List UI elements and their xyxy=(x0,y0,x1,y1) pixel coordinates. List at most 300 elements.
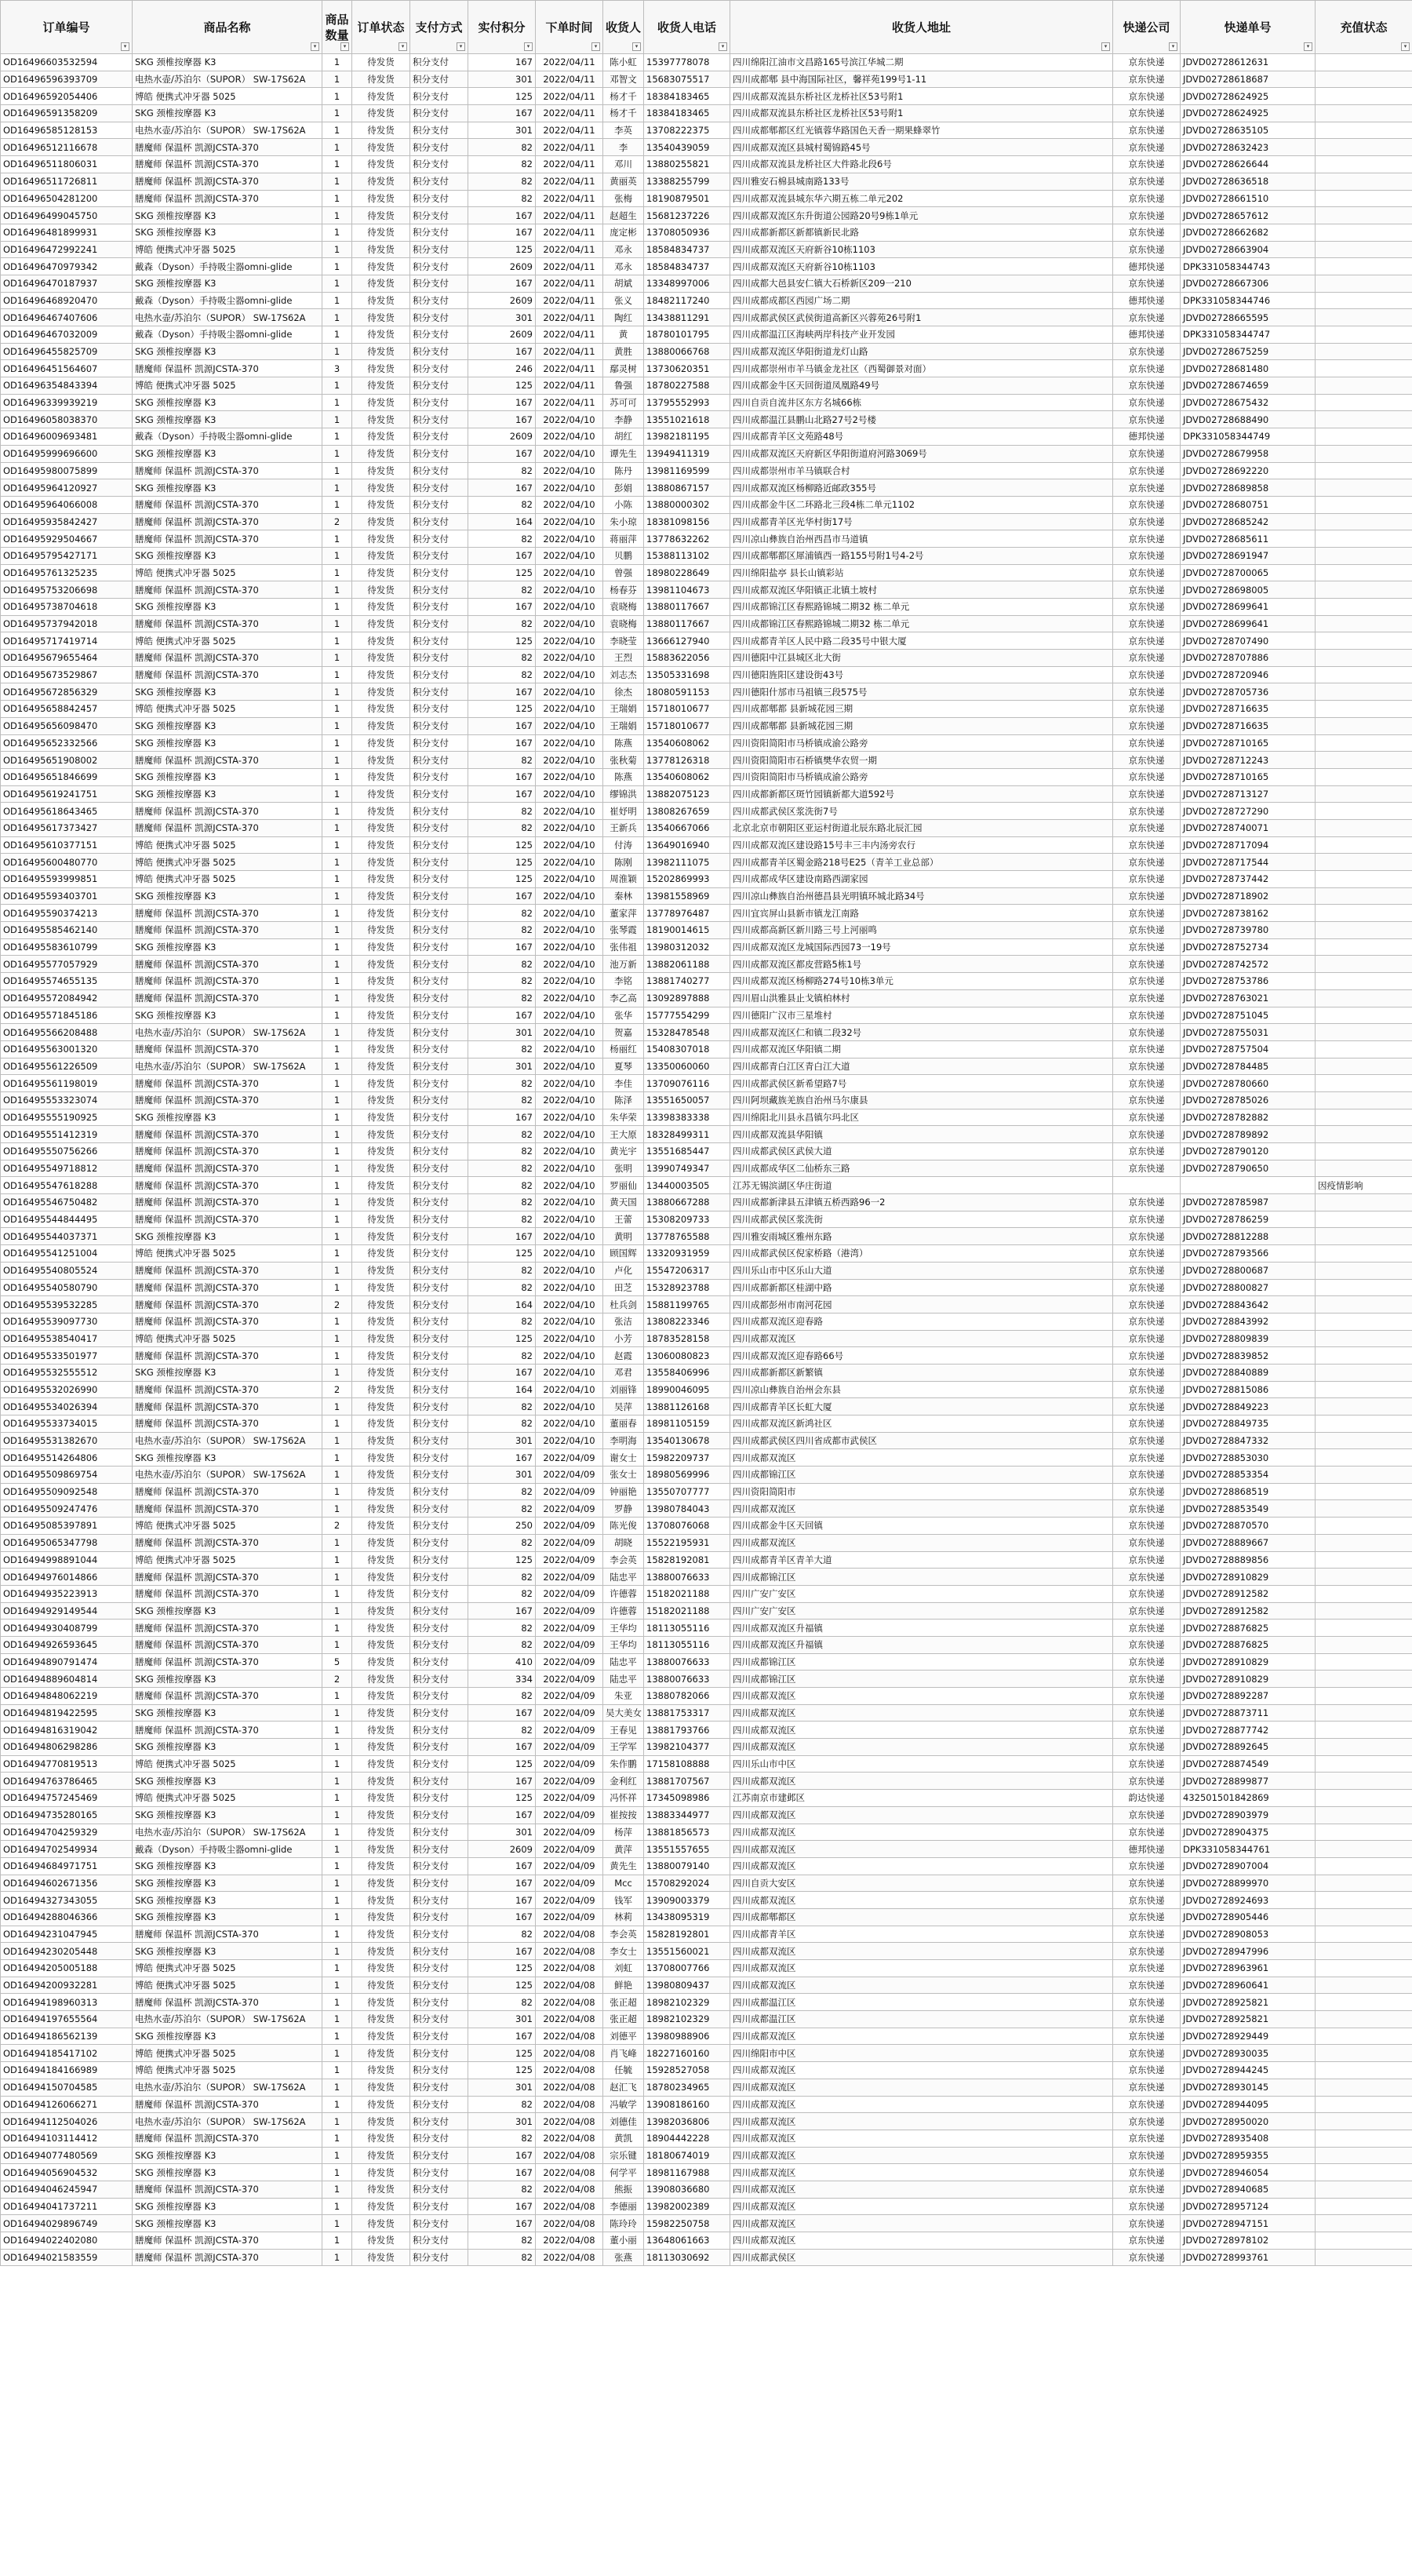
cell-pay[interactable]: 积分支付 xyxy=(410,2181,468,2198)
cell-phone[interactable]: 13949411319 xyxy=(644,445,730,462)
cell-courier[interactable]: 京东快递 xyxy=(1113,54,1181,71)
cell-product[interactable]: 膳魔师 保温杯 凯源JCSTA-370 xyxy=(133,1688,322,1705)
cell-status[interactable]: 待发货 xyxy=(352,887,410,905)
cell-courier[interactable]: 德邦快递 xyxy=(1113,292,1181,309)
cell-tracking[interactable]: JDVD02728688490 xyxy=(1181,411,1316,428)
cell-tracking[interactable] xyxy=(1181,1177,1316,1194)
cell-receiver[interactable]: 董丽春 xyxy=(603,1416,644,1433)
cell-points[interactable]: 82 xyxy=(468,973,536,990)
cell-points[interactable]: 167 xyxy=(468,105,536,122)
cell-courier[interactable]: 京东快递 xyxy=(1113,513,1181,530)
cell-status[interactable]: 待发货 xyxy=(352,1653,410,1671)
cell-address[interactable]: 四川成都武侯区浆洗街 xyxy=(730,1211,1113,1228)
cell-recharge[interactable] xyxy=(1316,1381,1412,1398)
cell-qty[interactable]: 1 xyxy=(322,71,352,88)
cell-pay[interactable]: 积分支付 xyxy=(410,1551,468,1569)
cell-order_id[interactable]: OD16494184166989 xyxy=(1,2062,133,2079)
cell-order_id[interactable]: OD16494684971751 xyxy=(1,1857,133,1875)
cell-phone[interactable]: 13981169599 xyxy=(644,462,730,479)
cell-courier[interactable]: 京东快递 xyxy=(1113,701,1181,718)
cell-tracking[interactable]: JDVD02728868519 xyxy=(1181,1483,1316,1500)
cell-tracking[interactable]: JDVD02728661510 xyxy=(1181,190,1316,207)
cell-tracking[interactable]: JDVD02728782882 xyxy=(1181,1109,1316,1126)
cell-qty[interactable]: 1 xyxy=(322,377,352,395)
cell-courier[interactable]: 京东快递 xyxy=(1113,1653,1181,1671)
cell-status[interactable]: 待发货 xyxy=(352,1500,410,1518)
cell-date[interactable]: 2022/04/09 xyxy=(536,1875,603,1892)
cell-date[interactable]: 2022/04/10 xyxy=(536,887,603,905)
cell-status[interactable]: 待发货 xyxy=(352,1143,410,1160)
cell-order_id[interactable]: OD16495651846699 xyxy=(1,768,133,785)
filter-dropdown-icon[interactable]: ▾ xyxy=(121,42,129,51)
cell-tracking[interactable]: JDVD02728947996 xyxy=(1181,1943,1316,1960)
cell-status[interactable]: 待发货 xyxy=(352,768,410,785)
cell-phone[interactable]: 13880079140 xyxy=(644,1857,730,1875)
column-header-order_id[interactable] xyxy=(1,1,133,54)
cell-address[interactable]: 四川成都温江区 xyxy=(730,2011,1113,2028)
cell-address[interactable]: 四川成都双流区都皮营路5栋1号 xyxy=(730,956,1113,973)
cell-pay[interactable]: 积分支付 xyxy=(410,1058,468,1075)
cell-points[interactable]: 167 xyxy=(468,599,536,616)
cell-receiver[interactable]: 袁晓梅 xyxy=(603,599,644,616)
cell-date[interactable]: 2022/04/11 xyxy=(536,122,603,139)
cell-date[interactable]: 2022/04/08 xyxy=(536,2028,603,2045)
cell-status[interactable]: 待发货 xyxy=(352,854,410,871)
cell-courier[interactable]: 京东快递 xyxy=(1113,1313,1181,1330)
cell-product[interactable]: 电热水壶/苏泊尔（SUPOR） SW-17S62A xyxy=(133,309,322,326)
cell-phone[interactable]: 13709076116 xyxy=(644,1075,730,1092)
cell-receiver[interactable]: 邓君 xyxy=(603,1364,644,1381)
cell-recharge[interactable] xyxy=(1316,360,1412,377)
cell-address[interactable]: 四川成都双流区 xyxy=(730,2079,1113,2096)
cell-courier[interactable]: 德邦快递 xyxy=(1113,1841,1181,1858)
cell-courier[interactable]: 京东快递 xyxy=(1113,241,1181,258)
cell-product[interactable]: SKG 颈椎按摩器 K3 xyxy=(133,1228,322,1245)
cell-receiver[interactable]: 朱华荣 xyxy=(603,1109,644,1126)
cell-receiver[interactable]: 徐杰 xyxy=(603,683,644,701)
cell-receiver[interactable]: 彭娟 xyxy=(603,479,644,497)
cell-phone[interactable]: 18780234965 xyxy=(644,2079,730,2096)
cell-tracking[interactable]: JDVD02728674659 xyxy=(1181,377,1316,395)
cell-product[interactable]: SKG 颈椎按摩器 K3 xyxy=(133,1364,322,1381)
cell-order_id[interactable]: OD16494816319042 xyxy=(1,1722,133,1739)
cell-address[interactable]: 四川成都双流区 xyxy=(730,1841,1113,1858)
cell-address[interactable]: 四川绵阳市中区 xyxy=(730,2045,1113,2062)
cell-address[interactable]: 四川成都双流区新鸿社区 xyxy=(730,1416,1113,1433)
cell-status[interactable]: 待发货 xyxy=(352,1381,410,1398)
cell-pay[interactable]: 积分支付 xyxy=(410,1704,468,1722)
cell-phone[interactable]: 13708050936 xyxy=(644,224,730,241)
cell-phone[interactable]: 13060080823 xyxy=(644,1347,730,1365)
cell-phone[interactable]: 18982102329 xyxy=(644,1994,730,2011)
cell-tracking[interactable]: JDVD02728785987 xyxy=(1181,1194,1316,1211)
cell-points[interactable]: 301 xyxy=(468,71,536,88)
cell-phone[interactable]: 13551650057 xyxy=(644,1091,730,1109)
cell-address[interactable]: 四川绵阳江油市文昌路165号滨江华城二期 xyxy=(730,54,1113,71)
cell-tracking[interactable]: JDVD02728624925 xyxy=(1181,88,1316,105)
cell-tracking[interactable]: JDVD02728727290 xyxy=(1181,803,1316,820)
cell-tracking[interactable]: JDVD02728925821 xyxy=(1181,1994,1316,2011)
cell-qty[interactable]: 1 xyxy=(322,1824,352,1841)
cell-order_id[interactable]: OD16496511726811 xyxy=(1,173,133,190)
cell-qty[interactable]: 1 xyxy=(322,1994,352,2011)
cell-status[interactable]: 待发货 xyxy=(352,173,410,190)
cell-product[interactable]: SKG 颈椎按摩器 K3 xyxy=(133,2164,322,2181)
cell-qty[interactable]: 1 xyxy=(322,1194,352,1211)
cell-tracking[interactable]: JDVD02728899970 xyxy=(1181,1875,1316,1892)
cell-address[interactable]: 四川成都双流区杨柳路近邮政355号 xyxy=(730,479,1113,497)
cell-points[interactable]: 167 xyxy=(468,683,536,701)
cell-phone[interactable]: 13540667066 xyxy=(644,819,730,836)
cell-points[interactable]: 301 xyxy=(468,1058,536,1075)
cell-status[interactable]: 待发货 xyxy=(352,1160,410,1177)
cell-points[interactable]: 82 xyxy=(468,1620,536,1637)
cell-receiver[interactable]: 付涛 xyxy=(603,836,644,854)
cell-product[interactable]: 膳魔师 保温杯 凯源JCSTA-370 xyxy=(133,1483,322,1500)
cell-phone[interactable]: 18384183465 xyxy=(644,105,730,122)
filter-dropdown-icon[interactable]: ▾ xyxy=(398,42,407,51)
cell-phone[interactable]: 15547206317 xyxy=(644,1262,730,1279)
cell-address[interactable]: 四川成都双流区 xyxy=(730,1739,1113,1756)
cell-qty[interactable]: 1 xyxy=(322,1977,352,1994)
cell-product[interactable]: SKG 颈椎按摩器 K3 xyxy=(133,1908,322,1926)
cell-receiver[interactable]: 鲜艳 xyxy=(603,1977,644,1994)
cell-tracking[interactable]: JDVD02728763021 xyxy=(1181,989,1316,1007)
cell-qty[interactable]: 1 xyxy=(322,394,352,411)
cell-qty[interactable]: 1 xyxy=(322,1620,352,1637)
cell-courier[interactable]: 京东快递 xyxy=(1113,2113,1181,2130)
cell-phone[interactable]: 18981167988 xyxy=(644,2164,730,2181)
cell-date[interactable]: 2022/04/10 xyxy=(536,973,603,990)
cell-courier[interactable]: 京东快递 xyxy=(1113,1960,1181,1977)
cell-receiver[interactable]: 鲁强 xyxy=(603,377,644,395)
cell-pay[interactable]: 积分支付 xyxy=(410,1398,468,1416)
cell-points[interactable]: 164 xyxy=(468,1381,536,1398)
cell-qty[interactable]: 1 xyxy=(322,309,352,326)
cell-qty[interactable]: 1 xyxy=(322,1500,352,1518)
cell-pay[interactable]: 积分支付 xyxy=(410,88,468,105)
cell-order_id[interactable]: OD16496504281200 xyxy=(1,190,133,207)
cell-recharge[interactable] xyxy=(1316,666,1412,683)
cell-recharge[interactable] xyxy=(1316,1228,1412,1245)
cell-tracking[interactable]: JDVD02728950020 xyxy=(1181,2113,1316,2130)
cell-qty[interactable]: 1 xyxy=(322,2181,352,2198)
cell-address[interactable]: 四川成都双流区 xyxy=(730,2096,1113,2113)
cell-tracking[interactable]: JDVD02728753786 xyxy=(1181,973,1316,990)
cell-recharge[interactable] xyxy=(1316,1585,1412,1602)
cell-courier[interactable]: 京东快递 xyxy=(1113,887,1181,905)
cell-date[interactable]: 2022/04/10 xyxy=(536,1143,603,1160)
cell-recharge[interactable] xyxy=(1316,1313,1412,1330)
cell-date[interactable]: 2022/04/09 xyxy=(536,1824,603,1841)
cell-status[interactable]: 待发货 xyxy=(352,1211,410,1228)
cell-courier[interactable]: 京东快递 xyxy=(1113,88,1181,105)
cell-order_id[interactable]: OD16496499045750 xyxy=(1,207,133,224)
cell-pay[interactable]: 积分支付 xyxy=(410,394,468,411)
cell-receiver[interactable]: 李佳 xyxy=(603,1075,644,1092)
cell-address[interactable]: 四川成都锦江区 xyxy=(730,1653,1113,1671)
cell-receiver[interactable]: 秦林 xyxy=(603,887,644,905)
cell-tracking[interactable]: JDVD02728790120 xyxy=(1181,1143,1316,1160)
cell-tracking[interactable]: JDVD02728784485 xyxy=(1181,1058,1316,1075)
cell-courier[interactable]: 京东快递 xyxy=(1113,1416,1181,1433)
cell-points[interactable]: 334 xyxy=(468,1671,536,1688)
cell-receiver[interactable]: 杨才千 xyxy=(603,105,644,122)
cell-courier[interactable]: 京东快递 xyxy=(1113,1857,1181,1875)
cell-order_id[interactable]: OD16495600480770 xyxy=(1,854,133,871)
cell-phone[interactable]: 13540608062 xyxy=(644,768,730,785)
cell-recharge[interactable] xyxy=(1316,496,1412,513)
cell-phone[interactable]: 13708076068 xyxy=(644,1518,730,1535)
cell-status[interactable]: 待发货 xyxy=(352,343,410,360)
cell-product[interactable]: SKG 颈椎按摩器 K3 xyxy=(133,1857,322,1875)
cell-order_id[interactable]: OD16495585462140 xyxy=(1,922,133,939)
cell-qty[interactable]: 1 xyxy=(322,1040,352,1058)
cell-courier[interactable]: 德邦快递 xyxy=(1113,258,1181,275)
cell-status[interactable]: 待发货 xyxy=(352,88,410,105)
cell-receiver[interactable]: 夏琴 xyxy=(603,1058,644,1075)
cell-order_id[interactable]: OD16495566208488 xyxy=(1,1024,133,1041)
cell-qty[interactable]: 1 xyxy=(322,1330,352,1347)
cell-product[interactable]: SKG 颈椎按摩器 K3 xyxy=(133,343,322,360)
cell-status[interactable]: 待发货 xyxy=(352,275,410,292)
cell-qty[interactable]: 1 xyxy=(322,2232,352,2250)
cell-tracking[interactable]: JDVD02728843992 xyxy=(1181,1313,1316,1330)
cell-recharge[interactable] xyxy=(1316,599,1412,616)
cell-points[interactable]: 167 xyxy=(468,1857,536,1875)
cell-recharge[interactable] xyxy=(1316,1194,1412,1211)
cell-order_id[interactable]: OD16494112504026 xyxy=(1,2113,133,2130)
cell-product[interactable]: 膳魔师 保温杯 凯源JCSTA-370 xyxy=(133,2130,322,2147)
cell-recharge[interactable] xyxy=(1316,1416,1412,1433)
cell-phone[interactable]: 18227160160 xyxy=(644,2045,730,2062)
cell-phone[interactable]: 18113055116 xyxy=(644,1636,730,1653)
cell-receiver[interactable]: 董家萍 xyxy=(603,905,644,922)
cell-date[interactable]: 2022/04/08 xyxy=(536,2079,603,2096)
cell-pay[interactable]: 积分支付 xyxy=(410,1977,468,1994)
filter-dropdown-icon[interactable]: ▾ xyxy=(340,42,349,51)
cell-phone[interactable]: 18190879501 xyxy=(644,190,730,207)
cell-recharge[interactable] xyxy=(1316,1091,1412,1109)
cell-phone[interactable]: 18328499311 xyxy=(644,1126,730,1143)
cell-order_id[interactable]: OD16495673529867 xyxy=(1,666,133,683)
cell-status[interactable]: 待发货 xyxy=(352,1806,410,1824)
cell-tracking[interactable]: JDVD02728657612 xyxy=(1181,207,1316,224)
cell-date[interactable]: 2022/04/10 xyxy=(536,530,603,548)
filter-dropdown-icon[interactable]: ▾ xyxy=(1401,42,1410,51)
cell-status[interactable]: 待发货 xyxy=(352,973,410,990)
cell-status[interactable]: 待发货 xyxy=(352,1534,410,1551)
cell-phone[interactable]: 13388255799 xyxy=(644,173,730,190)
cell-points[interactable]: 167 xyxy=(468,717,536,734)
cell-address[interactable]: 四川成都双流区 xyxy=(730,2113,1113,2130)
cell-recharge[interactable] xyxy=(1316,768,1412,785)
cell-tracking[interactable]: JDVD02728742572 xyxy=(1181,956,1316,973)
cell-qty[interactable]: 1 xyxy=(322,1806,352,1824)
cell-points[interactable]: 82 xyxy=(468,581,536,599)
cell-pay[interactable]: 积分支付 xyxy=(410,326,468,344)
cell-tracking[interactable]: JDVD02728812288 xyxy=(1181,1228,1316,1245)
cell-courier[interactable]: 京东快递 xyxy=(1113,2249,1181,2266)
cell-courier[interactable]: 京东快递 xyxy=(1113,1381,1181,1398)
cell-pay[interactable]: 积分支付 xyxy=(410,871,468,888)
cell-tracking[interactable]: JDVD02728612631 xyxy=(1181,54,1316,71)
cell-recharge[interactable] xyxy=(1316,88,1412,105)
cell-product[interactable]: 膳魔师 保温杯 凯源JCSTA-370 xyxy=(133,581,322,599)
cell-phone[interactable]: 13880782066 xyxy=(644,1688,730,1705)
cell-courier[interactable]: 京东快递 xyxy=(1113,156,1181,173)
cell-pay[interactable]: 积分支付 xyxy=(410,547,468,564)
cell-tracking[interactable]: JDVD02728710165 xyxy=(1181,768,1316,785)
cell-courier[interactable]: 京东快递 xyxy=(1113,938,1181,956)
cell-pay[interactable]: 积分支付 xyxy=(410,71,468,88)
cell-courier[interactable]: 京东快递 xyxy=(1113,1806,1181,1824)
cell-recharge[interactable] xyxy=(1316,564,1412,581)
cell-order_id[interactable]: OD16495964066008 xyxy=(1,496,133,513)
cell-order_id[interactable]: OD16494198960313 xyxy=(1,1994,133,2011)
cell-receiver[interactable]: 顾国辉 xyxy=(603,1245,644,1262)
cell-pay[interactable]: 积分支付 xyxy=(410,1381,468,1398)
cell-pay[interactable]: 积分支付 xyxy=(410,1857,468,1875)
cell-points[interactable]: 82 xyxy=(468,1040,536,1058)
cell-address[interactable]: 四川成都成都区西园广场二期 xyxy=(730,292,1113,309)
cell-recharge[interactable] xyxy=(1316,1500,1412,1518)
cell-product[interactable]: SKG 颈椎按摩器 K3 xyxy=(133,105,322,122)
cell-pay[interactable]: 积分支付 xyxy=(410,1908,468,1926)
cell-recharge[interactable] xyxy=(1316,173,1412,190)
cell-product[interactable]: SKG 颈椎按摩器 K3 xyxy=(133,1007,322,1024)
cell-phone[interactable]: 15708292024 xyxy=(644,1875,730,1892)
cell-points[interactable]: 167 xyxy=(468,938,536,956)
cell-receiver[interactable]: 张秋菊 xyxy=(603,752,644,769)
cell-receiver[interactable]: 冯怀祥 xyxy=(603,1790,644,1807)
cell-date[interactable]: 2022/04/11 xyxy=(536,105,603,122)
cell-date[interactable]: 2022/04/11 xyxy=(536,173,603,190)
cell-date[interactable]: 2022/04/11 xyxy=(536,360,603,377)
cell-recharge[interactable] xyxy=(1316,71,1412,88)
cell-courier[interactable]: 京东快递 xyxy=(1113,2096,1181,2113)
cell-points[interactable]: 167 xyxy=(468,479,536,497)
cell-pay[interactable]: 积分支付 xyxy=(410,1313,468,1330)
cell-order_id[interactable]: OD16494021583559 xyxy=(1,2249,133,2266)
cell-pay[interactable]: 积分支付 xyxy=(410,1211,468,1228)
cell-address[interactable]: 四川成都成华区建设南路西湖家园 xyxy=(730,871,1113,888)
cell-date[interactable]: 2022/04/11 xyxy=(536,377,603,395)
cell-courier[interactable]: 京东快递 xyxy=(1113,1347,1181,1365)
cell-date[interactable]: 2022/04/08 xyxy=(536,2130,603,2147)
cell-courier[interactable]: 京东快递 xyxy=(1113,224,1181,241)
cell-points[interactable]: 167 xyxy=(468,1892,536,1909)
cell-phone[interactable]: 13980988906 xyxy=(644,2028,730,2045)
cell-product[interactable]: 博皓 便携式冲牙器 5025 xyxy=(133,1551,322,1569)
cell-product[interactable]: 博皓 便携式冲牙器 5025 xyxy=(133,1518,322,1535)
cell-product[interactable]: 膳魔师 保温杯 凯源JCSTA-370 xyxy=(133,2232,322,2250)
cell-receiver[interactable]: 黄明 xyxy=(603,1228,644,1245)
cell-product[interactable]: 膳魔师 保温杯 凯源JCSTA-370 xyxy=(133,1160,322,1177)
cell-phone[interactable]: 13882075123 xyxy=(644,785,730,803)
cell-courier[interactable]: 京东快递 xyxy=(1113,1773,1181,1790)
cell-pay[interactable]: 积分支付 xyxy=(410,1347,468,1365)
column-header-status[interactable] xyxy=(352,1,410,54)
cell-tracking[interactable]: JDVD02728847332 xyxy=(1181,1432,1316,1449)
cell-address[interactable]: 四川成都新都区新都镇新民北路 xyxy=(730,224,1113,241)
cell-order_id[interactable]: OD16494935223913 xyxy=(1,1585,133,1602)
cell-address[interactable]: 四川成都温江区海峡两岸科技产业开发园 xyxy=(730,326,1113,344)
cell-address[interactable]: 四川成都双流区 xyxy=(730,1824,1113,1841)
cell-product[interactable]: 膳魔师 保温杯 凯源JCSTA-370 xyxy=(133,496,322,513)
cell-order_id[interactable]: OD16495738704618 xyxy=(1,599,133,616)
cell-phone[interactable]: 13778765588 xyxy=(644,1228,730,1245)
cell-pay[interactable]: 积分支付 xyxy=(410,54,468,71)
cell-order_id[interactable]: OD16496596393709 xyxy=(1,71,133,88)
cell-recharge[interactable] xyxy=(1316,258,1412,275)
cell-points[interactable]: 2609 xyxy=(468,258,536,275)
cell-phone[interactable]: 13982002389 xyxy=(644,2198,730,2215)
cell-date[interactable]: 2022/04/11 xyxy=(536,258,603,275)
cell-address[interactable]: 四川成都双流区天府新谷10栋1103 xyxy=(730,241,1113,258)
cell-recharge[interactable] xyxy=(1316,445,1412,462)
column-header-address[interactable] xyxy=(730,1,1113,54)
cell-order_id[interactable]: OD16495935842427 xyxy=(1,513,133,530)
cell-courier[interactable]: 韵达快递 xyxy=(1113,1790,1181,1807)
cell-recharge[interactable] xyxy=(1316,1569,1412,1586)
cell-pay[interactable]: 积分支付 xyxy=(410,190,468,207)
cell-address[interactable]: 四川成都双流区建设路15号丰三丰内汤旁农行 xyxy=(730,836,1113,854)
cell-points[interactable]: 82 xyxy=(468,173,536,190)
cell-address[interactable]: 四川成都双流区 xyxy=(730,2215,1113,2232)
cell-address[interactable]: 四川成都武侯区倪家桥路（港湾） xyxy=(730,1245,1113,1262)
cell-qty[interactable]: 1 xyxy=(322,1908,352,1926)
cell-tracking[interactable]: JDVD02728815086 xyxy=(1181,1381,1316,1398)
cell-pay[interactable]: 积分支付 xyxy=(410,343,468,360)
cell-receiver[interactable]: 林莉 xyxy=(603,1908,644,1926)
cell-courier[interactable]: 京东快递 xyxy=(1113,122,1181,139)
cell-courier[interactable]: 德邦快递 xyxy=(1113,428,1181,446)
cell-product[interactable]: 电热水壶/苏泊尔（SUPOR） SW-17S62A xyxy=(133,71,322,88)
cell-qty[interactable]: 1 xyxy=(322,2011,352,2028)
cell-recharge[interactable] xyxy=(1316,1551,1412,1569)
cell-date[interactable]: 2022/04/10 xyxy=(536,632,603,650)
cell-tracking[interactable]: JDVD02728908053 xyxy=(1181,1926,1316,1943)
cell-points[interactable]: 167 xyxy=(468,1602,536,1620)
cell-courier[interactable]: 京东快递 xyxy=(1113,547,1181,564)
cell-status[interactable]: 待发货 xyxy=(352,1755,410,1773)
cell-courier[interactable]: 京东快递 xyxy=(1113,1279,1181,1296)
cell-courier[interactable]: 京东快递 xyxy=(1113,1908,1181,1926)
cell-order_id[interactable]: OD16495593403701 xyxy=(1,887,133,905)
cell-status[interactable]: 待发货 xyxy=(352,1569,410,1586)
cell-product[interactable]: SKG 颈椎按摩器 K3 xyxy=(133,1109,322,1126)
cell-qty[interactable]: 1 xyxy=(322,1926,352,1943)
cell-points[interactable]: 82 xyxy=(468,1569,536,1586)
cell-receiver[interactable]: 罗丽仙 xyxy=(603,1177,644,1194)
cell-points[interactable]: 125 xyxy=(468,1551,536,1569)
cell-date[interactable]: 2022/04/10 xyxy=(536,496,603,513)
cell-product[interactable]: 膳魔师 保温杯 凯源JCSTA-370 xyxy=(133,1194,322,1211)
cell-order_id[interactable]: OD16495652332566 xyxy=(1,734,133,752)
cell-product[interactable]: SKG 颈椎按摩器 K3 xyxy=(133,2147,322,2164)
cell-qty[interactable]: 1 xyxy=(322,1364,352,1381)
cell-receiver[interactable]: 刘丽锋 xyxy=(603,1381,644,1398)
cell-points[interactable]: 125 xyxy=(468,377,536,395)
cell-address[interactable]: 四川凉山彝族自治州西昌市马道镇 xyxy=(730,530,1113,548)
cell-status[interactable]: 待发货 xyxy=(352,1024,410,1041)
cell-tracking[interactable]: JDVD02728626644 xyxy=(1181,156,1316,173)
cell-phone[interactable]: 15718010677 xyxy=(644,717,730,734)
cell-receiver[interactable]: 谭先生 xyxy=(603,445,644,462)
cell-order_id[interactable]: OD16495672856329 xyxy=(1,683,133,701)
cell-receiver[interactable]: 张义 xyxy=(603,292,644,309)
